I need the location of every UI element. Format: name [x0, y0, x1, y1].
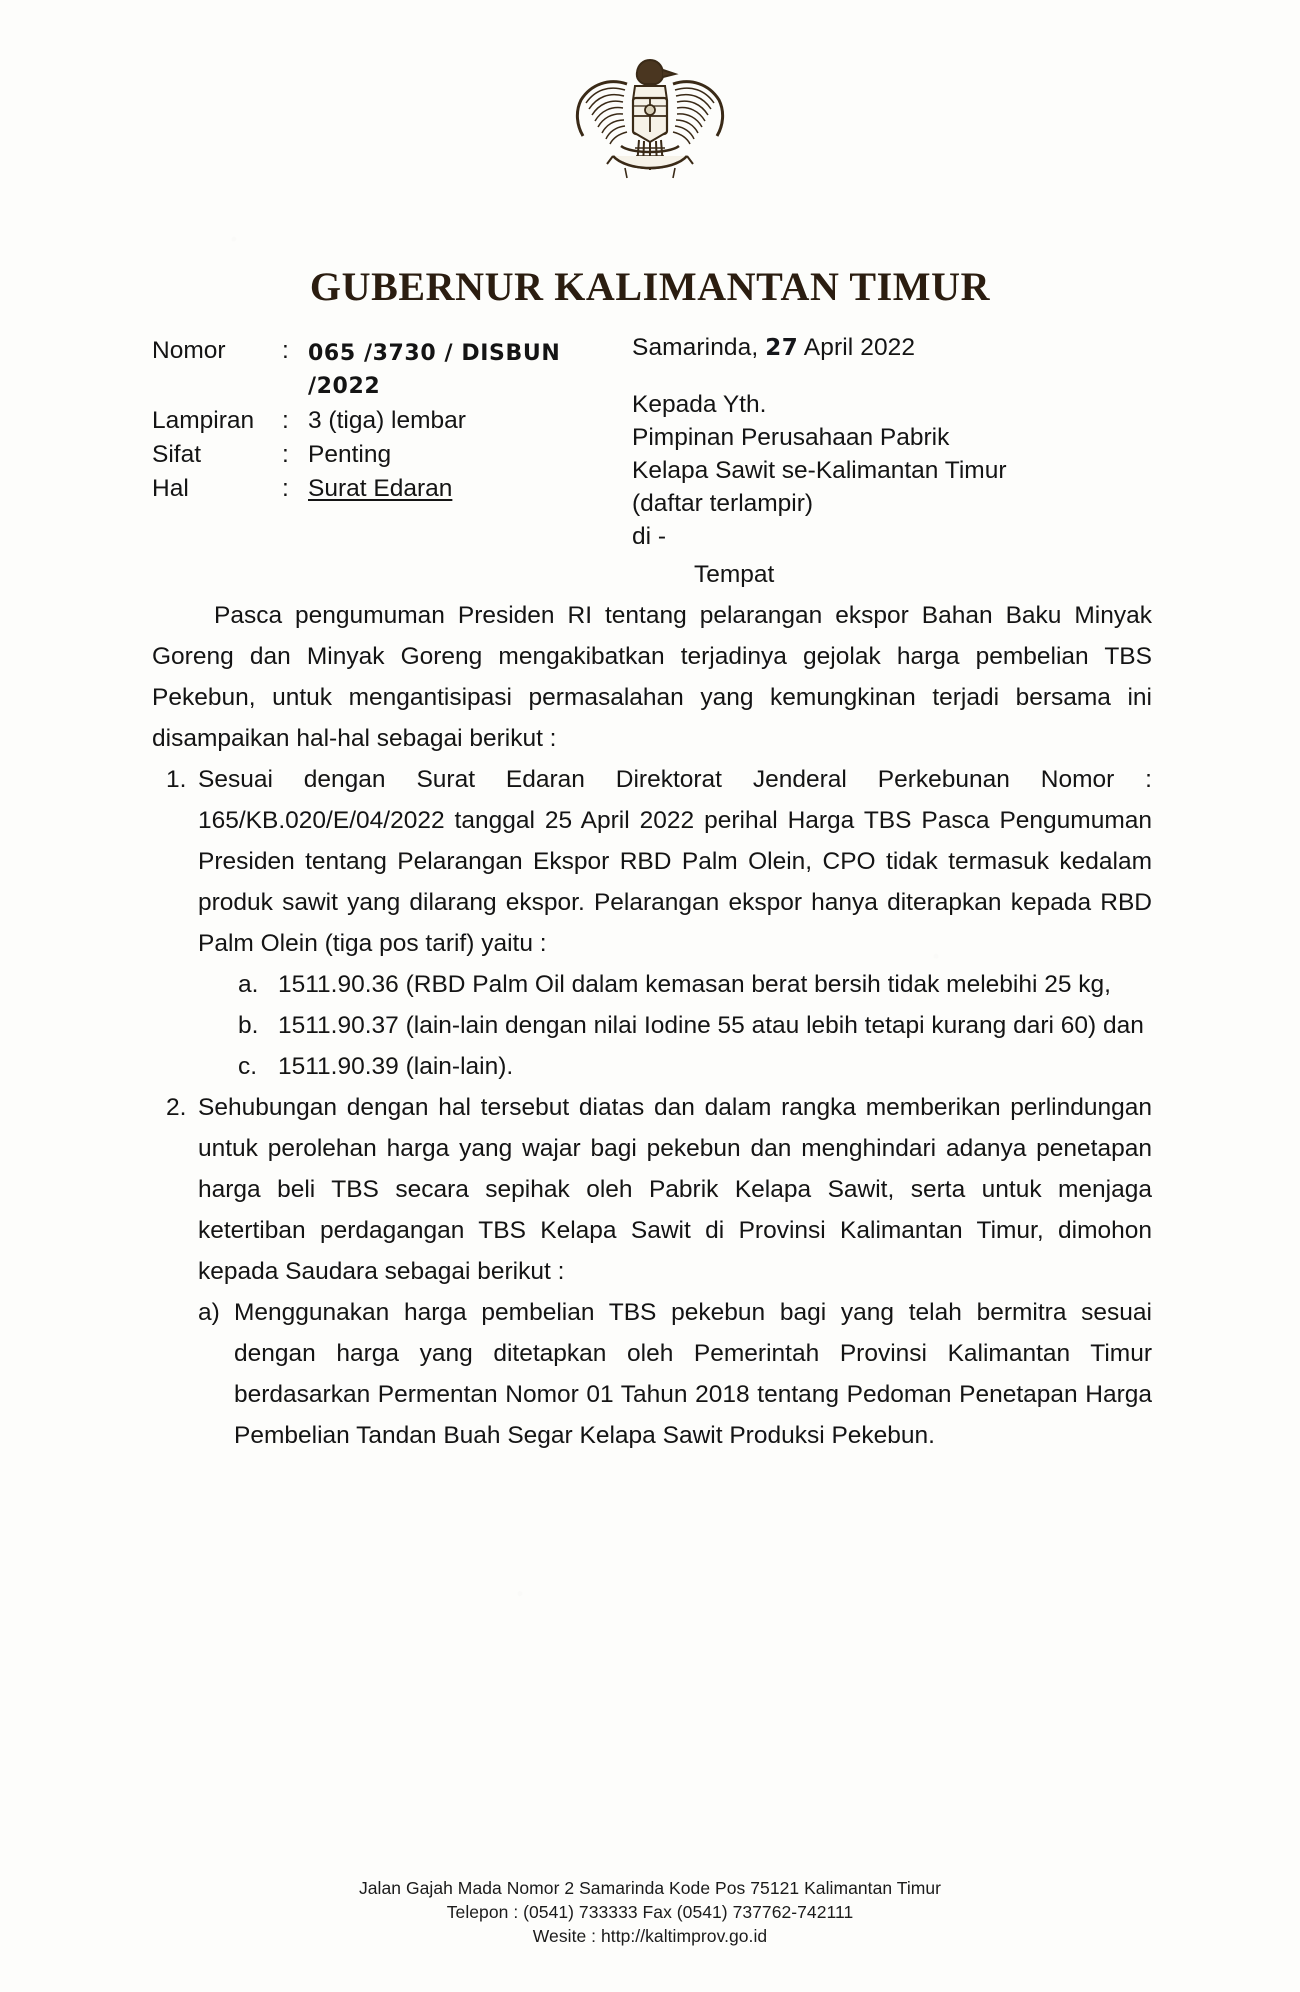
sub-item-text: Menggunakan harga pembelian TBS pekebun bagi yang telah bermitra sesuai dengan harga yang ditetapkan oleh Pemerintah Provinsi Kalimantan Timur berdasarkan Permentan Nomor 01 Tahun 2018 tentang Pedoman Penetapan Harga Pembelian Tandan Buah Segar Kelapa Sawit Produksi Pekebun. — [234, 1299, 1152, 1449]
field-nomor-colon: : — [282, 337, 289, 364]
field-hal-label: Hal — [152, 475, 189, 502]
list-item — [238, 964, 1152, 1005]
sub-item-marker: a. — [238, 971, 259, 998]
field-sifat-colon: : — [282, 441, 289, 468]
letter-footer — [0, 1876, 1300, 1948]
list-item — [238, 1046, 1152, 1087]
date-line — [632, 334, 1152, 362]
emblem-container — [0, 44, 1300, 199]
date-day-handwritten: 27 — [765, 335, 799, 361]
field-nomor-value: 065 /3730 / DISBUN /2022 — [308, 341, 561, 399]
list-item-content — [198, 1087, 1152, 1456]
footer-address: Jalan Gajah Mada Nomor 2 Samarinda Kode Pos 75121 Kalimantan Timur — [358, 1878, 942, 1898]
sub-item-marker: c. — [238, 1053, 258, 1080]
sub-item-marker: b. — [238, 1012, 259, 1039]
garuda-pancasila-emblem — [565, 44, 735, 194]
list-item-text: Sesuai dengan Surat Edaran Direktorat Jenderal Perkebunan Nomor : 165/KB.020/E/04/2022 tanggal 25 April 2022 perihal Harga TBS Pasca Pengumuman Presiden tentang Pelarangan Ekspor RBD Palm Olein, CPO tidak termasuk kedalam produk sawit yang dilarang ekspor. Pelarangan ekspor hanya diterapkan kepada RBD Palm Olein (tiga pos tarif) yaitu : — [198, 766, 1152, 957]
field-lampiran — [152, 404, 622, 437]
lead-paragraph: Pasca pengumuman Presiden RI tentang pelarangan ekspor Bahan Baku Minyak Goreng dan Minyak Goreng mengakibatkan terjadinya gejolak harga pembelian TBS Pekebun, untuk mengantisipasi permasalahan yang kemungkinan terjadi bersama ini disampaikan hal-hal sebagai berikut : — [152, 602, 1152, 752]
sub-list-paren — [198, 1292, 1152, 1456]
sub-item-text: 1511.90.39 (lain-lain). — [278, 1053, 514, 1080]
field-lampiran-colon: : — [282, 407, 289, 434]
sub-item-marker: a) — [198, 1299, 220, 1326]
list-item — [152, 1087, 1152, 1456]
addressee-line-3: Kelapa Sawit se-Kalimantan Timur — [632, 457, 1007, 484]
sub-list-alpha — [198, 964, 1152, 1087]
field-lampiran-label: Lampiran — [152, 407, 255, 434]
list-item — [238, 1005, 1152, 1046]
footer-website: Wesite : http://kaltimprov.go.id — [532, 1926, 768, 1946]
date-city: Samarinda, — [632, 334, 759, 361]
letter-addressee-block — [622, 334, 1152, 591]
addressee-tempat: Tempat — [694, 561, 775, 588]
sub-item-text: 1511.90.37 (lain-lain dengan nilai Iodine 55 atau lebih tetapi kurang dari 60) dan — [278, 1012, 1144, 1039]
letter-meta-block — [0, 334, 1300, 591]
numbered-list — [152, 759, 1152, 1456]
field-nomor-label: Nomor — [152, 337, 226, 364]
list-item — [152, 759, 1152, 1087]
footer-phone: Telepon : (0541) 733333 Fax (0541) 737762-742111 — [446, 1902, 854, 1922]
letter-reference-fields — [152, 334, 622, 591]
addressee-line-2: Pimpinan Perusahaan Pabrik — [632, 424, 950, 451]
list-item-marker: 2. — [166, 1094, 187, 1121]
addressee-line-1: Kepada Yth. — [632, 391, 767, 418]
list-item-text: Sehubungan dengan hal tersebut diatas dan dalam rangka memberikan perlindungan untuk perolehan harga yang wajar bagi pekebun dan menghindari adanya penetapan harga beli TBS secara sepihak oleh Pabrik Kelapa Sawit, serta untuk menjaga ketertiban perdagangan TBS Kelapa Sawit di Provinsi Kalimantan Timur, dimohon kepada Saudara sebagai berikut : — [198, 1094, 1152, 1285]
list-item-content — [198, 759, 1152, 1087]
field-sifat-value: Penting — [308, 441, 392, 468]
field-hal — [152, 472, 622, 505]
letterhead-title: GUBERNUR KALIMANTAN TIMUR — [309, 264, 991, 309]
addressee-line-4: (daftar terlampir) — [632, 490, 814, 517]
list-item — [198, 1292, 1152, 1456]
field-lampiran-value: 3 (tiga) lembar — [308, 407, 466, 434]
date-month-year: April 2022 — [803, 334, 916, 361]
addressee-line-5: di - — [632, 523, 667, 550]
letter-body — [152, 595, 1152, 1456]
field-hal-value: Surat Edaran — [308, 475, 453, 502]
list-item-marker: 1. — [166, 766, 187, 793]
field-sifat — [152, 438, 622, 471]
field-nomor — [152, 334, 622, 403]
sub-item-text: 1511.90.36 (RBD Palm Oil dalam kemasan berat bersih tidak melebihi 25 kg, — [278, 971, 1111, 998]
field-hal-colon: : — [282, 475, 289, 502]
field-sifat-label: Sifat — [152, 441, 202, 468]
